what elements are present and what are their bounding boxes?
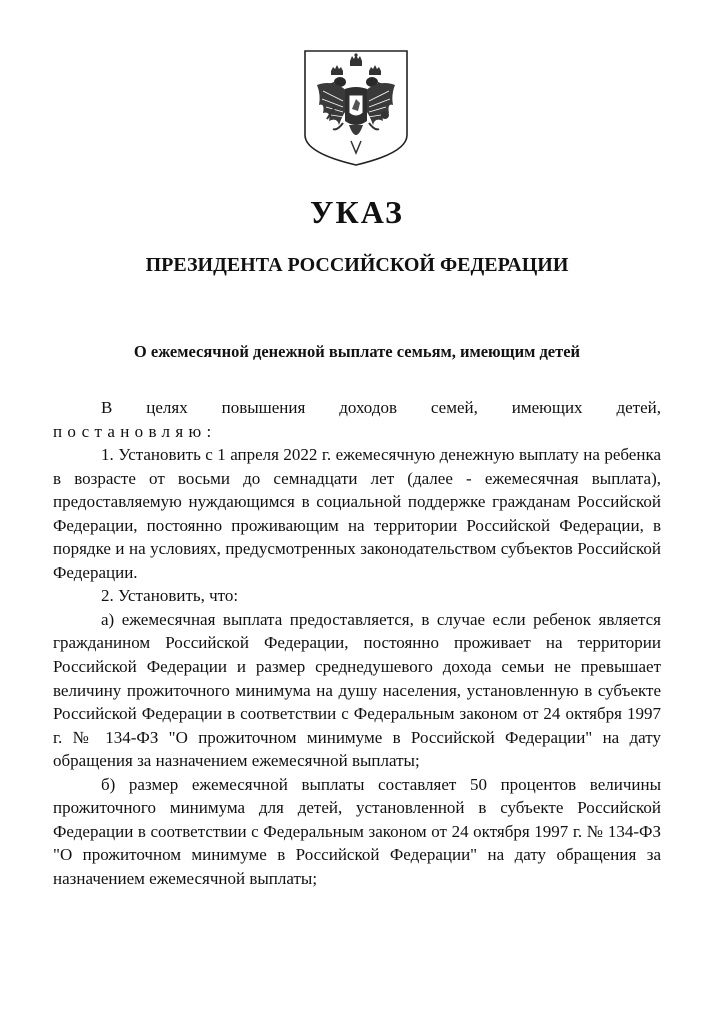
intro-paragraph: В целях повышения доходов семей, имеющих детей, xyxy=(101,398,661,417)
paragraph-1: 1. Установить с 1 апреля 2022 г. ежемесячную денежную выплату на ребенка в возрасте от восьми до семнадцати лет (далее - ежемесячная выплата), предоставляемую нуждающимся в социальной поддержке гражданам Российской Федерации, постоянно проживающим на территории Российской Федерации, в порядке и на условиях, предусмотренных законодательством субъектов Российской Федерации. xyxy=(53,445,661,582)
paragraph-2: 2. Установить, что: xyxy=(101,586,239,606)
russian-coat-of-arms-icon xyxy=(303,49,409,167)
decree-heading: О ежемесячной денежной выплате семьям, имеющим детей xyxy=(133,342,581,361)
decree-word: постановляю: xyxy=(53,421,217,441)
decree-body xyxy=(53,396,661,890)
decree-subtitle: ПРЕЗИДЕНТА РОССИЙСКОЙ ФЕДЕРАЦИИ xyxy=(145,254,569,276)
paragraph-2b: б) размер ежемесячной выплаты составляет 50 процентов величины прожиточного минимума для детей, установленной в субъекте Российской Федерации в соответствии с Федеральным законом от 24 октября 1997 г. № 134-ФЗ "О прожиточном минимуме в Российской Федерации" на дату обращения за назначением ежемесячной выплаты; xyxy=(53,774,661,888)
coat-of-arms-emblem xyxy=(303,49,409,167)
decree-title: УКАЗ xyxy=(310,194,404,230)
paragraph-2a: а) ежемесячная выплата предоставляется, в случае если ребенок является гражданином Российской Федерации, постоянно проживает на территории Российской Федерации и размер среднедушевого дохода семьи не превышает величину прожиточного минимума на душу населения, установленную в субъекте Российской Федерации в соответствии с Федеральным законом от 24 октября 1997 г. № 134-ФЗ "О прожиточном минимуме в Российской Федерации" на дату обращения за назначением ежемесячной выплаты; xyxy=(53,609,661,771)
